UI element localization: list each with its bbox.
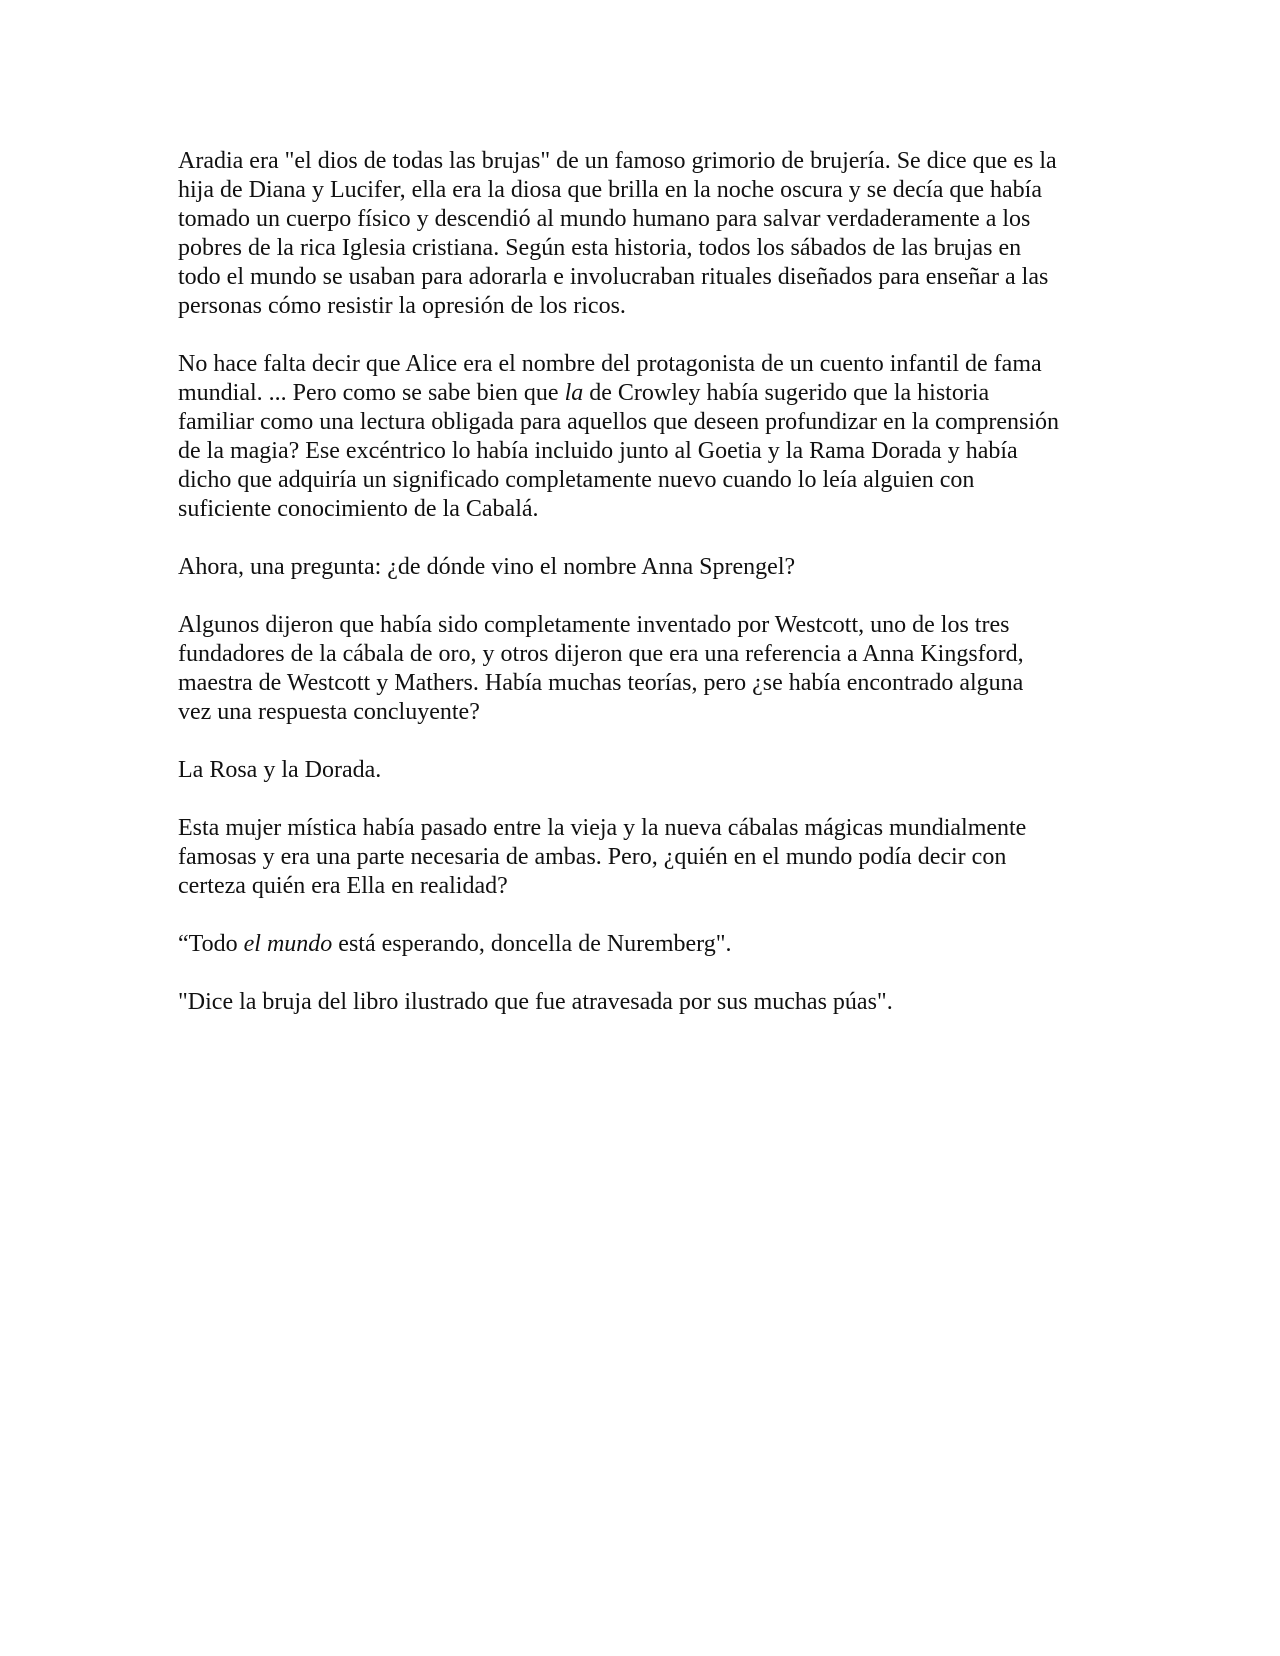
text-line: dicho que adquiría un significado completamente nuevo cuando lo leía alguien con xyxy=(178,467,975,493)
text-line: Algunos dijeron que había sido completamente inventado por Westcott, uno de los tres xyxy=(178,612,1010,638)
text-line: certeza quién era Ella en realidad? xyxy=(178,873,508,899)
text-line: suficiente conocimiento de la Cabalá. xyxy=(178,496,539,522)
paragraph-westcott xyxy=(178,611,1103,727)
text-line: de la magia? Ese excéntrico lo había incluido junto al Goetia y la Rama Dorada y había xyxy=(178,438,1018,464)
text-line: todo el mundo se usaban para adorarla e involucraban rituales diseñados para enseñar a las xyxy=(178,264,1049,290)
text-line: tomado un cuerpo físico y descendió al mundo humano para salvar verdaderamente a los xyxy=(178,206,1031,232)
italic-text: el mundo xyxy=(243,931,333,957)
text-line: personas cómo resistir la opresión de los ricos. xyxy=(178,293,626,319)
text-line: Aradia era "el dios de todas las brujas" de un famoso grimorio de brujería. Se dice que es la xyxy=(178,148,1057,174)
text-line: "Dice la bruja del libro ilustrado que fue atravesada por sus muchas púas". xyxy=(178,989,893,1015)
text-line: No hace falta decir que Alice era el nombre del protagonista de un cuento infantil de fama xyxy=(178,351,1042,377)
text-line xyxy=(178,930,1103,959)
text-segment: mundial. ... Pero como se sabe bien que xyxy=(178,380,565,406)
paragraph-aradia xyxy=(178,147,1103,321)
paragraph-question xyxy=(178,553,1103,582)
text-line xyxy=(178,379,1103,408)
text-line: maestra de Westcott y Mathers. Había muchas teorías, pero ¿se había encontrado alguna xyxy=(178,670,1024,696)
text-segment: de Crowley había sugerido que la historia xyxy=(583,380,990,406)
text-line: famosas y era una parte necesaria de ambas. Pero, ¿quién en el mundo podía decir con xyxy=(178,844,1007,870)
text-line: vez una respuesta concluyente? xyxy=(178,699,480,725)
text-segment: “Todo xyxy=(178,931,244,957)
paragraph-quote-bruja xyxy=(178,988,1103,1017)
italic-text: la xyxy=(564,380,584,406)
paragraph-alice xyxy=(178,350,1103,524)
text-line: Esta mujer mística había pasado entre la vieja y la nueva cábalas mágicas mundialmente xyxy=(178,815,1027,841)
text-line: fundadores de la cábala de oro, y otros dijeron que era una referencia a Anna Kingsford, xyxy=(178,641,1024,667)
paragraph-quote-nuremberg xyxy=(178,930,1103,959)
text-line: Ahora, una pregunta: ¿de dónde vino el nombre Anna Sprengel? xyxy=(178,554,796,580)
text-segment: está esperando, doncella de Nuremberg". xyxy=(332,931,732,957)
text-line: hija de Diana y Lucifer, ella era la diosa que brilla en la noche oscura y se decía que había xyxy=(178,177,1042,203)
document-text-block xyxy=(178,147,1103,1046)
text-line: familiar como una lectura obligada para aquellos que deseen profundizar en la comprensión xyxy=(178,409,1059,435)
paragraph-mujer-mistica xyxy=(178,814,1103,901)
text-line: pobres de la rica Iglesia cristiana. Según esta historia, todos los sábados de las brujas en xyxy=(178,235,1022,261)
paragraph-rosa-dorada xyxy=(178,756,1103,785)
text-line: La Rosa y la Dorada. xyxy=(178,757,382,783)
